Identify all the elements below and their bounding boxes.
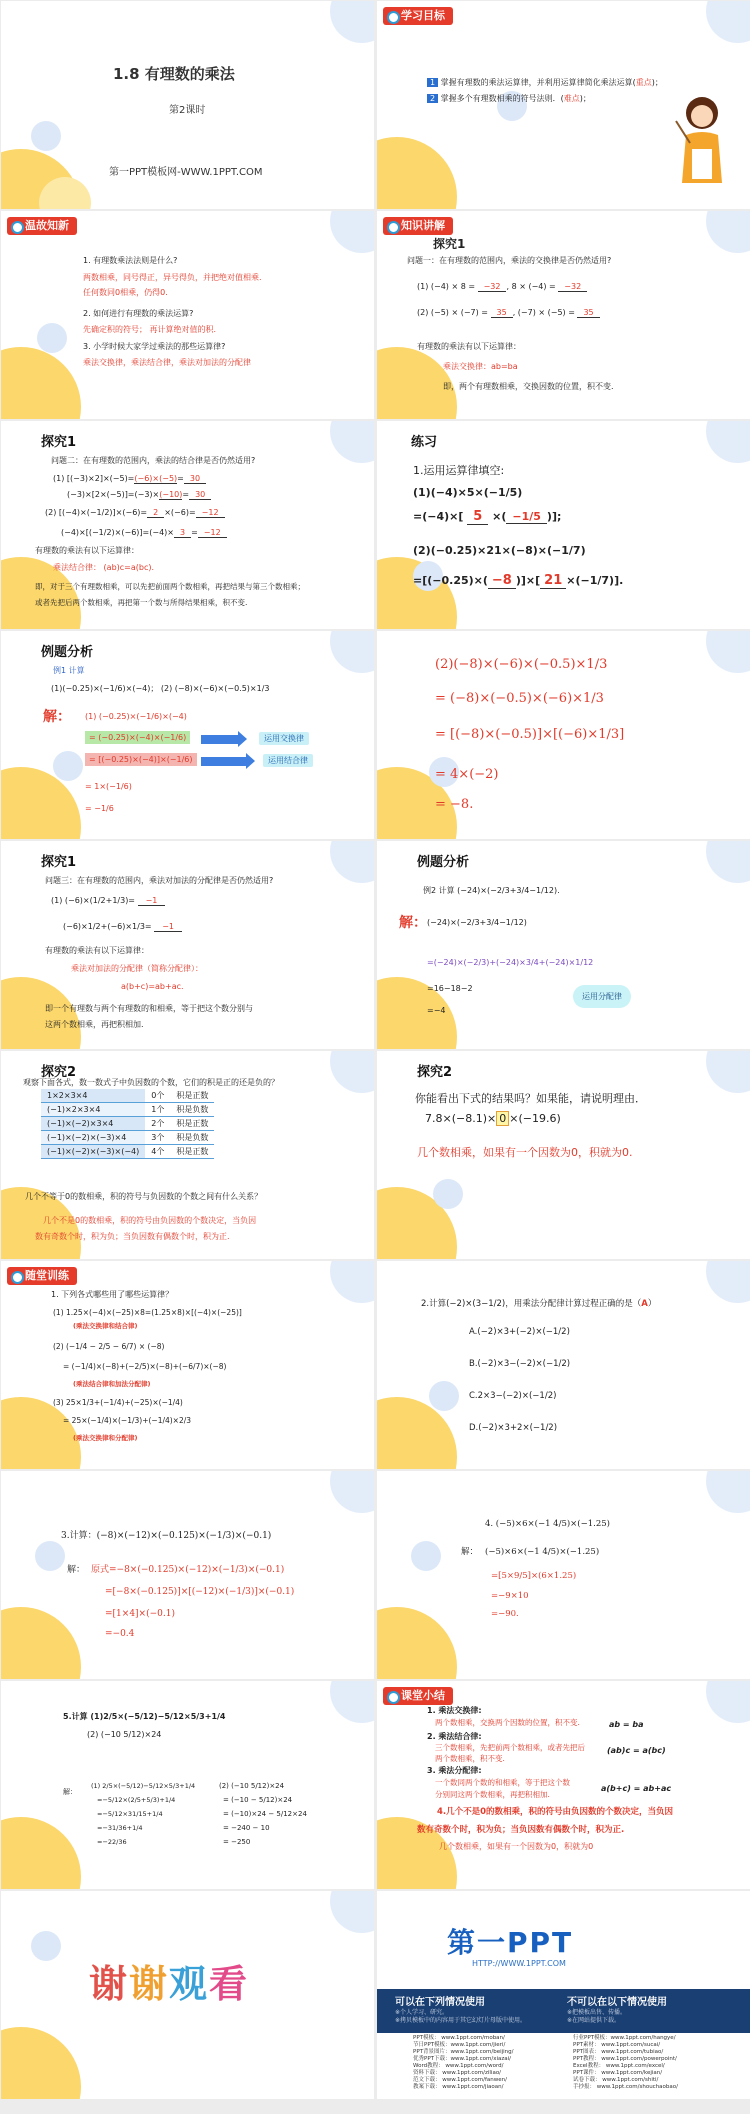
deco-circle — [330, 1, 374, 43]
question: 2.计算(−2)×(3−1/2)，用乘法分配律计算过程正确的是（A） — [421, 1299, 657, 1309]
slide-5[interactable] — [1, 421, 374, 629]
deco-circle — [1, 347, 81, 419]
solution-step-2: =16−18−2 — [427, 984, 473, 993]
summary-t3b: 分别同这两个数相乘，再把积相加. — [435, 1790, 550, 1799]
link-list-left — [413, 2035, 514, 2091]
slide-15[interactable] — [1, 1471, 374, 1679]
slide-17[interactable] — [1, 1681, 374, 1889]
law-explanation-2: 这两个数相乘，再把积相加. — [45, 1020, 144, 1029]
sol2-line-5: = −250 — [223, 1838, 251, 1846]
deco-circle — [31, 1931, 61, 1961]
calc-row-2: (2) (−5) × (−7) = 35 , (−7) × (−5) = 35 — [417, 307, 600, 318]
resource-link[interactable]: 资料下载： www.1ppt.com/ziliao/ — [413, 2070, 502, 2076]
solution-step-2: =[−8×(−0.125)]×[(−12)×(−1/3)]×(−0.1) — [105, 1587, 295, 1597]
negative-count-cell: 2个 — [145, 1117, 170, 1131]
question: 问题二：在有理数的范围内，乘法的结合律是否仍然适用? — [51, 456, 256, 465]
deco-circle — [433, 1179, 463, 1209]
section-header: 学习目标 — [383, 7, 453, 25]
example-2-problem: (2)(−8)×(−6)×(−0.5)×1/3 — [435, 657, 608, 672]
resource-link[interactable]: 优秀PPT下载：www.1ppt.com/xiazai/ — [413, 2056, 512, 2062]
arrow-icon — [201, 757, 247, 766]
item-2-expanded: = (−1/4)×(−8)+(−2/5)×(−8)+(−6/7)×(−8) — [63, 1362, 227, 1371]
item-3-expanded: = 25×(−1/4)×(−1/3)+(−1/4)×2/3 — [63, 1416, 192, 1425]
resource-link[interactable]: PPT模板： www.1ppt.com/moban/ — [413, 2035, 505, 2041]
goal-1: 1 掌握有理数的乘法运算律，并利用运算律简化乘法运算(重点)； — [427, 77, 663, 88]
resource-link[interactable]: PPT素材： www.1ppt.com/sucai/ — [573, 2042, 661, 2048]
question: 问题三：在有理数的范围内，乘法对加法的分配律是否仍然适用? — [45, 876, 274, 885]
slide-9[interactable] — [1, 841, 374, 1049]
table-row — [41, 1131, 214, 1145]
summary-t1: 两个数相乘，交换两个因数的位置，积不变. — [435, 1718, 580, 1727]
resource-link[interactable]: Excel教程： www.1ppt.com/excel/ — [573, 2063, 665, 2069]
option-a[interactable]: A.(−2)×3+(−2)×(−1/2) — [469, 1327, 570, 1337]
sol1-line-2: =−5/12×(2/5+5/3)+1/4 — [97, 1796, 176, 1804]
deco-circle — [1, 1607, 81, 1679]
deco-circle — [706, 211, 750, 253]
deco-circle — [706, 841, 750, 883]
product-cell: (−1)×(−2)×(−3)×(−4) — [41, 1145, 145, 1159]
table-row — [41, 1089, 214, 1103]
deco-circle — [35, 1541, 65, 1571]
can-use-title: 可以在下列情况使用 — [395, 1997, 485, 2008]
law-intro: 有理数的乘法有以下运算律： — [45, 946, 149, 955]
thanks-char: 观 — [169, 1962, 210, 2006]
zero-highlight: 0 — [496, 1111, 509, 1126]
practice-intro: 1.运用运算律填空: — [413, 464, 505, 477]
sol2-line-2: = (−10 − 5/12)×24 — [223, 1796, 293, 1804]
product-cell: (−1)×2×3×4 — [41, 1103, 145, 1117]
review-a3: 乘法交换律，乘法结合律，乘法对加法的分配律 — [83, 358, 251, 367]
answer: 几个数相乘，如果有一个因数为0，积就为0. — [417, 1146, 633, 1159]
resource-link[interactable]: 行业PPT模板：www.1ppt.com/hangye/ — [573, 2035, 676, 2041]
site-footer: 第一PPT模板网-WWW.1PPT.COM — [109, 167, 263, 178]
resource-link[interactable]: PPT背景图片：www.1ppt.com/beijing/ — [413, 2049, 514, 2055]
cannot-use-title: 不可以在以下情况使用 — [567, 1997, 667, 2008]
sol1-line-4: =−31/36+1/4 — [97, 1824, 143, 1832]
example-problem: (1)(−0.25)×(−1/6)×(−4)； (2) (−8)×(−6)×(−0.5)×1/3 — [51, 684, 270, 693]
practice-1: (1)(−4)×5×(−1/5) — [413, 486, 523, 499]
resource-link[interactable]: 试卷下载： www.1ppt.com/shiti/ — [573, 2077, 659, 2083]
sol2-line-3: = (−10)×24 − 5/12×24 — [223, 1810, 307, 1818]
can-use-2: ※拷贝模板中的内容用于其它幻灯片母版中使用。 — [395, 2017, 527, 2024]
deco-circle — [377, 1607, 457, 1679]
section-header: 知识讲解 — [383, 217, 453, 235]
resource-link[interactable]: PPT图表： www.1ppt.com/tubiao/ — [573, 2049, 664, 2055]
slide-10[interactable] — [377, 841, 750, 1049]
example-label: 例1 计算 — [53, 666, 85, 675]
solution-step-1: 原式=−8×(−0.125)×(−12)×(−1/3)×(−0.1) — [91, 1565, 285, 1575]
can-use-1: ※个人学习、研究。 — [395, 2009, 449, 2016]
solution-step-2: =−9×10 — [491, 1591, 529, 1601]
item-3: (3) 25×1/3+(−1/4)+(−25)×(−1/4) — [53, 1398, 183, 1407]
solution-step-4: =−0.4 — [105, 1629, 135, 1639]
slide-12[interactable] — [377, 1051, 750, 1259]
brand-url[interactable]: HTTP://WWW.1PPT.COM — [472, 1959, 566, 1968]
item-1: (1) 1.25×(−4)×(−25)×8=(1.25×8)×[(−4)×(−25)] — [53, 1308, 242, 1317]
sol2-line-4: = −240 − 10 — [223, 1824, 270, 1832]
summary-t2a: 三个数相乘，先把前两个数相乘，或者先把后 — [435, 1743, 585, 1752]
section-header: 课堂小结 — [383, 1687, 453, 1705]
formula-2: (ab)c = a(bc) — [607, 1746, 666, 1755]
link-area — [377, 2033, 750, 2099]
solution-step-3: =−90. — [491, 1609, 519, 1619]
deco-circle — [706, 1471, 750, 1513]
deco-circle — [377, 137, 457, 209]
product-cell: 1×2×3×4 — [41, 1089, 145, 1103]
calc-row-2: (−6)×1/2+(−6)×1/3= −1 — [63, 921, 182, 932]
thanks-char: 谢 — [129, 1962, 170, 2006]
summary-t5: 几个数相乘，如果有一个因数为0，积就为0 — [439, 1842, 594, 1851]
topic-title: 探究2 — [417, 1065, 453, 1080]
question-2: 几个不等于0的数相乘，积的符号与负因数的个数之间有什么关系？ — [25, 1192, 263, 1201]
question: 观察下面各式，数一数式子中负因数的个数，它们的积是正的还是负的？ — [23, 1078, 279, 1087]
question: 3.计算：(−8)×(−12)×(−0.125)×(−1/3)×(−0.1) — [61, 1531, 272, 1541]
arrow-icon — [201, 735, 239, 744]
teacher-illustration — [672, 91, 732, 191]
solution-step-3: =−4 — [427, 1006, 446, 1015]
deco-circle — [706, 1261, 750, 1303]
thanks-char: 谢 — [89, 1962, 130, 2006]
calc-line-3: (2) [(−4)×(−1/2)]×(−6)= 2 ×(−6)= −12 — [45, 507, 225, 518]
slide-14[interactable] — [377, 1261, 750, 1469]
table-row — [41, 1103, 214, 1117]
law-intro: 有理数的乘法有以下运算律： — [417, 342, 521, 351]
resource-link[interactable]: PPT课件： www.1ppt.com/kejian/ — [573, 2070, 663, 2076]
summary-t4: 数有奇数个时，积为负；当负因数有偶数个时，积为正. — [417, 1825, 625, 1835]
product-cell: (−1)×(−2)×(−3)×4 — [41, 1131, 145, 1145]
cannot-use-1: ※把模板出售、传播。 — [567, 2009, 627, 2016]
example-2-step-4: = −8. — [435, 797, 474, 812]
solution-label: 解： — [63, 1788, 77, 1796]
summary-h3: 3. 乘法分配律: — [427, 1766, 482, 1775]
result-cell: 积是正数 — [170, 1145, 214, 1159]
slide-3[interactable] — [1, 211, 374, 419]
negative-count-cell: 0个 — [145, 1089, 170, 1103]
deco-circle — [429, 1381, 459, 1411]
law-formula: 乘法交换律：ab=ba — [443, 362, 518, 371]
sol1-line-1: (1) 2/5×(−5/12)−5/12×5/3+1/4 — [91, 1782, 196, 1790]
sol2-line-1: (2) (−10 5/12)×24 — [219, 1782, 285, 1790]
product-cell: (−1)×(−2)×3×4 — [41, 1117, 145, 1131]
deco-circle — [411, 1541, 441, 1571]
sol1-line-5: =−22/36 — [97, 1838, 127, 1846]
deco-circle — [37, 323, 67, 353]
practice-2: (2)(−0.25)×21×(−8)×(−1/7) — [413, 544, 586, 557]
topic-title: 探究2 — [41, 1065, 77, 1080]
deco-circle — [1, 1817, 81, 1889]
calc-line-2: (−3)×[2×(−5)]=(−3)×(−10)= 30 — [67, 489, 211, 500]
topic-title: 探究1 — [41, 435, 77, 450]
resource-link[interactable]: Word教程： www.1ppt.com/word/ — [413, 2063, 504, 2069]
link-list-right — [573, 2035, 678, 2091]
formula-3: a(b+c) = ab+ac — [601, 1784, 672, 1793]
deco-circle — [330, 211, 374, 253]
deco-circle — [53, 751, 83, 781]
law-explanation-2: 或者先把后两个数相乘，再把第一个数与所得结果相乘，积不变. — [35, 598, 248, 607]
summary-h4: 4.几个不是0的数相乘，积的符号由负因数的个数决定，当负因 — [437, 1807, 674, 1817]
slide-8[interactable] — [377, 631, 750, 839]
topic-title: 练习 — [411, 435, 438, 450]
goal-2: 2 掌握多个有理数相乘的符号法则．(难点)； — [427, 93, 591, 104]
summary-h2: 2. 乘法结合律: — [427, 1732, 482, 1741]
option-c[interactable]: C.2×3−(−2)×(−1/2) — [469, 1391, 557, 1401]
solution-step-1: =(−24)×(−2/3)+(−24)×3/4+(−24)×1/12 — [427, 958, 594, 967]
solution-step-4: = −1/6 — [85, 804, 114, 813]
lesson-title: 1.8 有理数的乘法 — [113, 65, 235, 83]
summary-h1: 1. 乘法交换律: — [427, 1706, 482, 1715]
option-b[interactable]: B.(−2)×3−(−2)×(−1/2) — [469, 1359, 571, 1369]
solution-step-2: = [(−0.25)×(−4)]×(−1/6) — [85, 753, 197, 766]
resource-link[interactable]: PPT教程： www.1ppt.com/powerpoint/ — [573, 2056, 677, 2062]
calc-line-4: (−4)×[(−1/2)×(−6)]=(−4)× 3 = −12 — [61, 527, 227, 538]
question: 4. (−5)×6×(−1 4/5)×(−1.25) — [485, 1519, 610, 1529]
result-cell: 积是正数 — [170, 1117, 214, 1131]
answer-2: 数有奇数个时，积为负；当负因数有偶数个时，积为正. — [35, 1232, 230, 1241]
topic-title: 例题分析 — [417, 855, 470, 870]
slide-7[interactable] — [1, 631, 374, 839]
deco-circle — [706, 631, 750, 673]
practice-1-answer: =(−4)×[ 5 ×( −1/5 )]; — [413, 509, 562, 524]
solution-step-3: =[1×4]×(−0.1) — [105, 1609, 175, 1619]
review-q1: 1. 有理数乘法法则是什么? — [83, 256, 178, 265]
resource-link[interactable]: 手抄报： www.1ppt.com/shouchaobao/ — [573, 2084, 678, 2090]
thanks-char: 看 — [209, 1962, 250, 2006]
result-cell: 积是负数 — [170, 1103, 214, 1117]
law-formula: a(b+c)=ab+ac. — [121, 982, 184, 991]
review-a1: 两数相乘，同号得正，异号得负，并把绝对值相乘. — [83, 273, 262, 282]
brand-logo: 第一PPT — [447, 1926, 574, 1959]
result-cell: 积是负数 — [170, 1131, 214, 1145]
law-name: 乘法对加法的分配律（简称分配律）： — [71, 964, 203, 973]
deco-circle — [706, 421, 750, 463]
summary-t2b: 两个数相乘，积不变. — [435, 1754, 505, 1763]
review-q3: 3. 小学时候大家学过乘法的那些运算律? — [83, 342, 226, 351]
slide-1[interactable] — [1, 1, 374, 209]
slide-11[interactable] — [1, 1051, 374, 1259]
example-2-step-1: = (−8)×(−0.5)×(−6)×1/3 — [435, 691, 604, 706]
calc-row-1: (1) (−4) × 8 = −32 , 8 × (−4) = −32 — [417, 281, 587, 292]
calc-row-1: (1) (−6)×(1/2+1/3)= −1 — [51, 895, 165, 906]
negative-count-cell: 1个 — [145, 1103, 170, 1117]
item-3-note: (乘法交换律和分配律) — [73, 1434, 138, 1442]
question-1: 5.计算 (1)2/5×(−5/12)−5/12×5/3+1/4 — [63, 1712, 226, 1721]
deco-circle — [330, 421, 374, 463]
deco-circle — [330, 1471, 374, 1513]
result-cell: 积是正数 — [170, 1089, 214, 1103]
section-header: 随堂训练 — [7, 1267, 77, 1285]
calc-line-1: (1) [(−3)×2]×(−5)=(−6)×(−5)= 30 — [53, 473, 206, 484]
deco-circle — [31, 121, 61, 151]
answer-1: 几个不是0的数相乘，积的符号由负因数的个数决定，当负因 — [43, 1216, 257, 1225]
slide-6[interactable] — [377, 421, 750, 629]
slide-18[interactable] — [377, 1681, 750, 1889]
negative-count-cell: 3个 — [145, 1131, 170, 1145]
question: 1. 下列各式哪些用了哪些运算律？ — [51, 1290, 174, 1299]
law-explanation: 即，两个有理数相乘，交换因数的位置，积不变. — [443, 382, 614, 391]
option-d[interactable]: D.(−2)×3+2×(−1/2) — [469, 1423, 558, 1433]
slide-4[interactable] — [377, 211, 750, 419]
solution-start: (−5)×6×(−1 4/5)×(−1.25) — [485, 1547, 600, 1557]
law-formula: 乘法结合律： (ab)c=a(bc). — [53, 563, 155, 572]
review-a1b: 任何数同0相乘，仍得0. — [83, 288, 168, 297]
deco-circle — [706, 1, 750, 43]
table-row — [41, 1117, 214, 1131]
sign-table — [41, 1089, 214, 1159]
table-row — [41, 1145, 214, 1159]
solution-step-1: =[5×9/5]×(6×1.25) — [491, 1571, 577, 1581]
law-intro: 有理数的乘法有以下运算律： — [35, 546, 139, 555]
deco-circle — [330, 1681, 374, 1723]
topic-title: 例题分析 — [41, 645, 94, 660]
solution-label: 解： — [399, 915, 427, 931]
question: 问题一：在有理数的范围内，乘法的交换律是否仍然适用? — [407, 256, 612, 265]
summary-t3a: 一个数同两个数的和相乘，等于把这个数 — [435, 1778, 570, 1787]
example-2-step-3: = 4×(−2) — [435, 767, 499, 782]
resource-link[interactable]: 教案下载： www.1ppt.com/jiaoan/ — [413, 2084, 504, 2090]
deco-circle — [1, 2027, 81, 2099]
law-explanation-1: 即，对于三个有理数相乘，可以先把前面两个数相乘，再把结果与第三个数相乘； — [35, 582, 305, 591]
distributive-callout: 运用分配律 — [573, 985, 631, 1008]
topic-title: 探究1 — [433, 237, 466, 251]
thanks-text — [89, 1953, 249, 2008]
expression: 7.8×(−8.1)× 0 ×(−19.6) — [425, 1112, 561, 1125]
solution-label: 解： — [67, 1565, 86, 1575]
question: 你能看出下式的结果吗？如果能，请说明理由． — [415, 1092, 646, 1105]
slide-19[interactable] — [1, 1891, 374, 2099]
slide-2[interactable] — [377, 1, 750, 209]
example-problem: 例2 计算 (−24)×(−2/3+3/4−1/12). — [423, 886, 560, 895]
solution-label: 解： — [43, 709, 71, 725]
deco-circle — [330, 631, 374, 673]
solution-start: (−24)×(−2/3+3/4−1/12) — [427, 918, 527, 927]
solution-start: (1) (−0.25)×(−1/6)×(−4) — [85, 712, 187, 721]
sol1-line-3: =−5/12×31/15+1/4 — [97, 1810, 163, 1818]
associative-label: 运用结合律 — [263, 754, 313, 767]
question-2: (2) (−10 5/12)×24 — [87, 1730, 162, 1739]
review-q2: 2. 如何进行有理数的乘法运算? — [83, 309, 194, 318]
deco-circle — [706, 1681, 750, 1723]
formula-1: ab = ba — [609, 1720, 644, 1729]
item-2: (2) (−1/4 − 2/5 − 6/7) × (−8) — [53, 1342, 165, 1351]
item-1-note: (乘法交换律和结合律) — [73, 1322, 138, 1330]
solution-label: 解： — [461, 1547, 479, 1557]
deco-circle — [330, 841, 374, 883]
deco-circle — [330, 1261, 374, 1303]
deco-circle — [330, 1051, 374, 1093]
commutative-label: 运用交换律 — [259, 732, 309, 745]
law-explanation-1: 即一个有理数与两个有理数的和相乘，等于把这个数分别与 — [45, 1004, 253, 1013]
item-2-note: (乘法结合律和加法分配律) — [73, 1380, 151, 1388]
negative-count-cell: 4个 — [145, 1145, 170, 1159]
resource-link[interactable]: 节日PPT模板：www.1ppt.com/jieri/ — [413, 2042, 506, 2048]
deco-circle — [330, 1891, 374, 1933]
example-2-step-2: = [(−8)×(−0.5)]×[(−6)×1/3] — [435, 727, 625, 742]
lesson-subtitle: 第2课时 — [169, 105, 206, 116]
review-a2: 先确定积的符号； 再计算绝对值的积. — [83, 325, 217, 334]
solution-step-3: = 1×(−1/6) — [85, 782, 132, 791]
cannot-use-2: ※在网站提供下载。 — [567, 2017, 621, 2024]
deco-circle — [706, 1051, 750, 1093]
section-header: 温故知新 — [7, 217, 77, 235]
slide-20[interactable] — [377, 1891, 750, 2099]
solution-step-1: = (−0.25)×(−4)×(−1/6) — [85, 731, 190, 744]
practice-2-answer: =[(−0.25)×( −8 )]×[ 21 ×(−1/7)]. — [413, 573, 624, 588]
resource-link[interactable]: 范文下载： www.1ppt.com/fanwen/ — [413, 2077, 507, 2083]
topic-title: 探究1 — [41, 855, 77, 870]
slide-13[interactable] — [1, 1261, 374, 1469]
slide-16[interactable] — [377, 1471, 750, 1679]
